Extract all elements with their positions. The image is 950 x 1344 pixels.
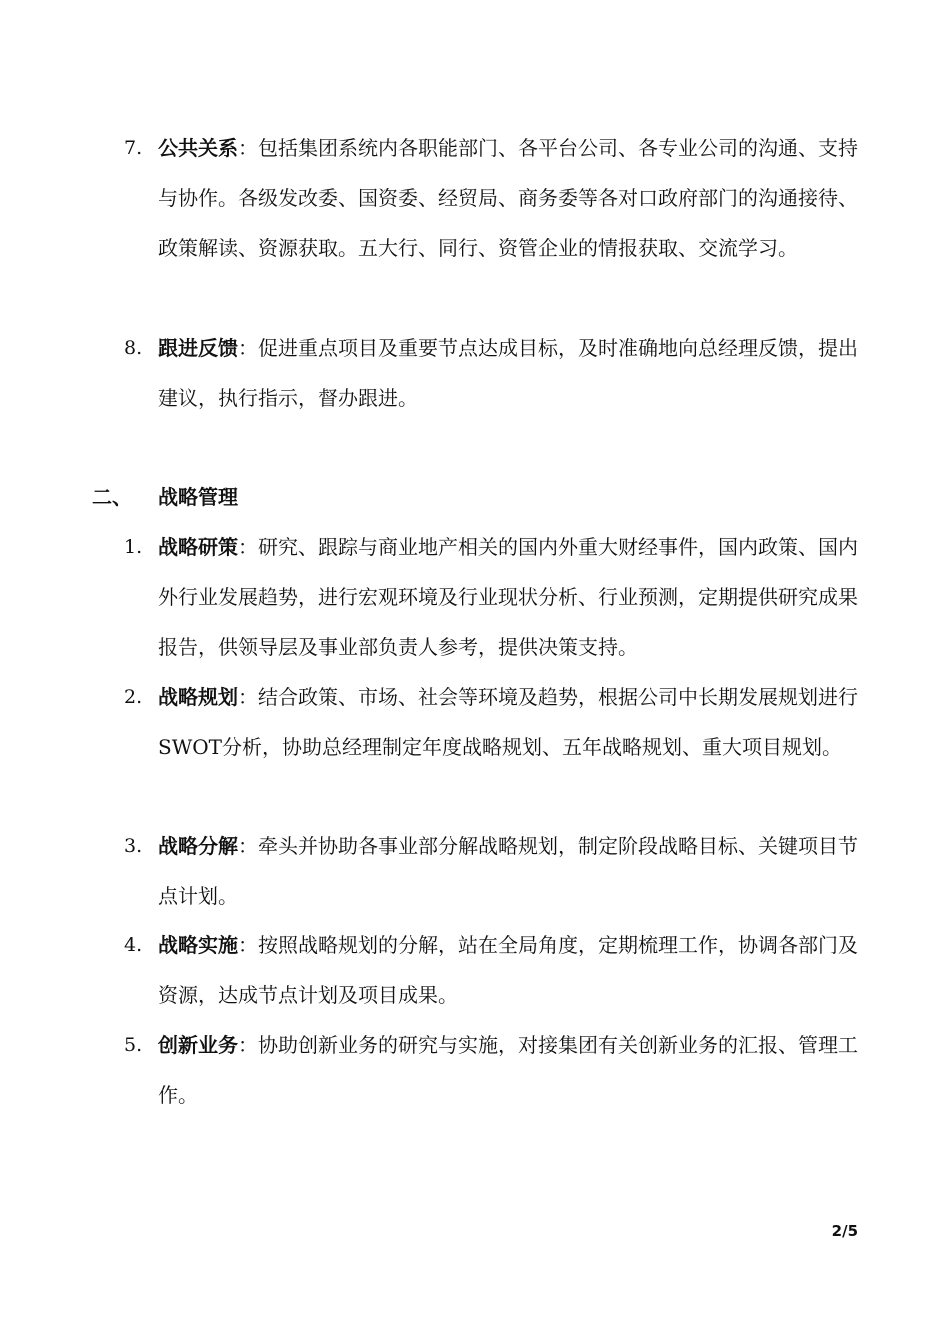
item-body: 研究、跟踪与商业地产相关的国内外重大财经事件，国内政策、国内外行业发展趋势，进行宏观环境及行业现状分析、行业预测，定期提供研究成果报告，供领导层及事业部负责人参考，提供决策支持。 bbox=[158, 535, 858, 659]
item-body: 按照战略规划的分解，站在全局角度，定期梳理工作，协调各部门及资源，达成节点计划及项目成果。 bbox=[158, 933, 858, 1007]
item-separator: ： bbox=[238, 834, 258, 858]
total-pages: 5 bbox=[847, 1222, 858, 1240]
item-separator: ： bbox=[238, 685, 258, 709]
item-number: 2. bbox=[124, 686, 143, 708]
item-number: 7. bbox=[124, 137, 143, 159]
item-term: 战略实施 bbox=[158, 933, 238, 957]
item-number: 8. bbox=[124, 337, 143, 359]
item-number: 1. bbox=[124, 536, 143, 558]
item-term: 战略规划 bbox=[158, 685, 238, 709]
item-term: 公共关系 bbox=[158, 136, 238, 160]
item-term: 创新业务 bbox=[158, 1033, 238, 1057]
item-text bbox=[158, 323, 868, 423]
item-body: 协助创新业务的研究与实施，对接集团有关创新业务的汇报、管理工作。 bbox=[158, 1033, 858, 1107]
item-text bbox=[158, 920, 868, 1020]
item-body: 包括集团系统内各职能部门、各平台公司、各专业公司的沟通、支持与协作。各级发改委、国资委、经贸局、商务委等各对口政府部门的沟通接待、政策解读、资源获取。五大行、同行、资管企业的情报获取、交流学习。 bbox=[158, 136, 858, 260]
item-body: 牵头并协助各事业部分解战略规划，制定阶段战略目标、关键项目节点计划。 bbox=[158, 834, 858, 908]
section-heading bbox=[0, 472, 950, 522]
item-number: 5. bbox=[124, 1034, 143, 1056]
page-number bbox=[832, 1222, 858, 1240]
item-number: 3. bbox=[124, 835, 143, 857]
item-term: 战略分解 bbox=[158, 834, 238, 858]
item-text bbox=[158, 821, 868, 921]
item-body: 促进重点项目及重要节点达成目标，及时准确地向总经理反馈，提出建议，执行指示，督办跟进。 bbox=[158, 336, 858, 410]
item-separator: ： bbox=[238, 933, 258, 957]
current-page: 2 bbox=[831, 1222, 843, 1240]
item-text bbox=[158, 672, 868, 772]
item-term: 战略研策 bbox=[158, 535, 238, 559]
item-number: 4. bbox=[124, 934, 143, 956]
item-text bbox=[158, 1020, 868, 1120]
section-number: 二、 bbox=[92, 485, 132, 509]
page-separator: / bbox=[842, 1222, 848, 1240]
item-text bbox=[158, 123, 868, 273]
item-body: 结合政策、市场、社会等环境及趋势，根据公司中长期发展规划进行SWOT分析，协助总经理制定年度战略规划、五年战略规划、重大项目规划。 bbox=[158, 685, 858, 759]
item-term: 跟进反馈 bbox=[158, 336, 238, 360]
item-separator: ： bbox=[238, 336, 258, 360]
item-separator: ： bbox=[238, 136, 258, 160]
item-separator: ： bbox=[238, 1033, 258, 1057]
section-title: 战略管理 bbox=[158, 485, 238, 509]
item-text bbox=[158, 522, 868, 672]
item-separator: ： bbox=[238, 535, 258, 559]
